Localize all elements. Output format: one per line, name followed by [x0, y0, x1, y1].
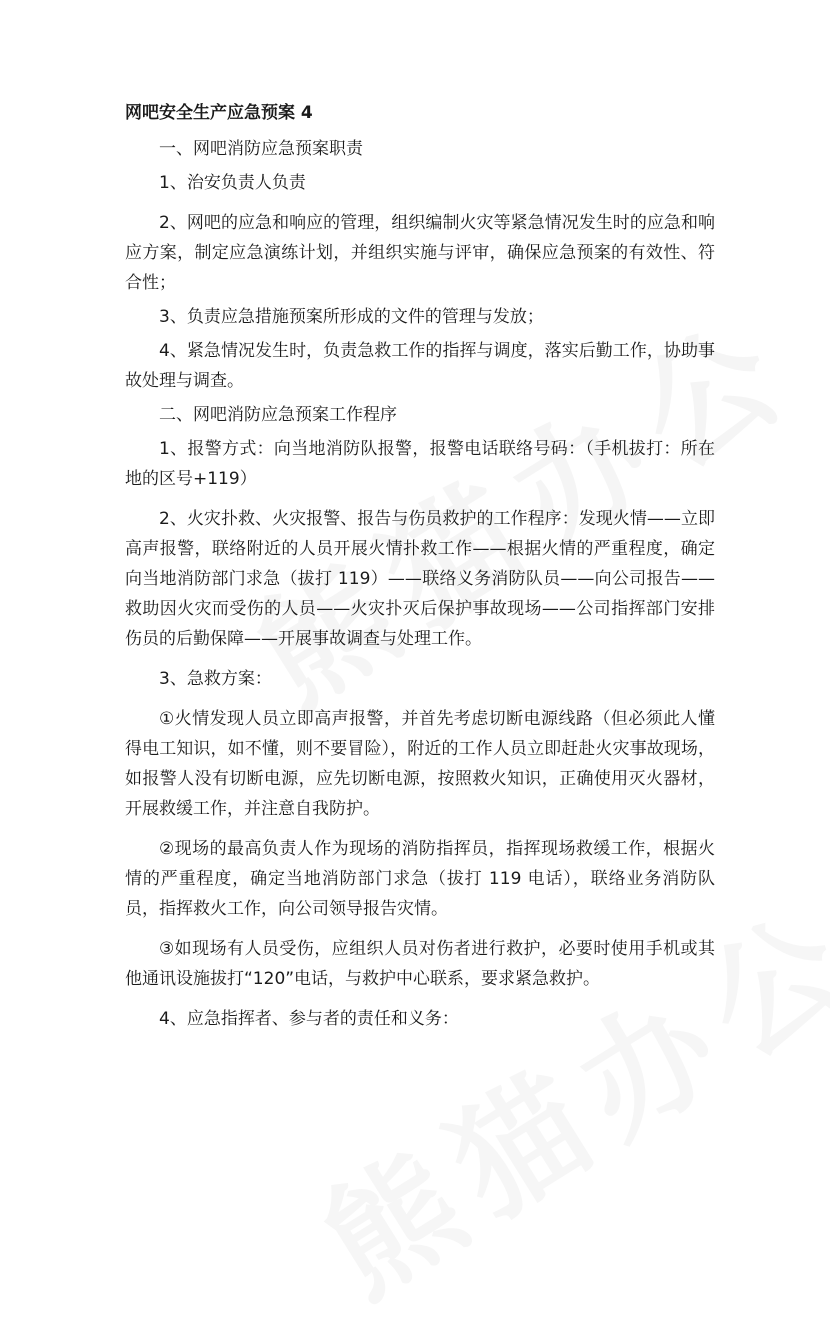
paragraph: 3、负责应急措施预案所形成的文件的管理与发放；	[159, 307, 544, 327]
paragraph: ③如现场有人员受伤，应组织人员对伤者进行救护，必要时使用手机或其他通讯设施拔打“120”电话，与救护中心联系，要求紧急救护。	[125, 939, 715, 989]
section-heading-2: 二、网吧消防应急预案工作程序	[159, 405, 397, 425]
paragraph: ①火情发现人员立即高声报警，并首先考虑切断电源线路（但必须此人懂得电工知识，如不懂，则不要冒险），附近的工作人员立即赶赴火灾事故现场，如报警人没有切断电源，应先切断电源，按照救火知识，正确使用灭火器材，开展救缓工作，并注意自我防护。	[125, 709, 715, 819]
paragraph: 4、紧急情况发生时，负责急救工作的指挥与调度，落实后勤工作，协助事故处理与调查。	[125, 341, 715, 391]
document-title: 网吧安全生产应急预案 4	[125, 103, 313, 123]
section-heading-1: 一、网吧消防应急预案职责	[159, 139, 363, 159]
paragraph: 2、火灾扑救、火灾报警、报告与伤员救护的工作程序：发现火情——立即高声报警，联络附近的人员开展火情扑救工作——根据火情的严重程度，确定向当地消防部门求急（拔打 119）——联络义务消防队员——向公司报告——救助因火灾而受伤的人员——火灾扑灭后保护事故现场——公司指挥部门安排伤员的后勤保障——开展事故调查与处理工作。	[125, 509, 715, 649]
paragraph: 2、网吧的应急和响应的管理，组织编制火灾等紧急情况发生时的应急和响应方案，制定应急演练计划，并组织实施与评审，确保应急预案的有效性、符合性；	[125, 213, 715, 293]
paragraph: 1、报警方式：向当地消防队报警，报警电话联络号码：（手机拔打：所在地的区号+119）	[125, 439, 715, 489]
paragraph: 1、治安负责人负责	[159, 173, 306, 193]
paragraph: ②现场的最高负责人作为现场的消防指挥员，指挥现场救缓工作，根据火情的严重程度，确定当地消防部门求急（拔打 119 电话），联络业务消防队员，指挥救火工作，向公司领导报告灾情。	[125, 839, 715, 919]
document-page	[125, 100, 715, 1038]
paragraph: 3、急救方案：	[159, 669, 272, 689]
paragraph: 4、应急指挥者、参与者的责任和义务：	[159, 1009, 459, 1029]
